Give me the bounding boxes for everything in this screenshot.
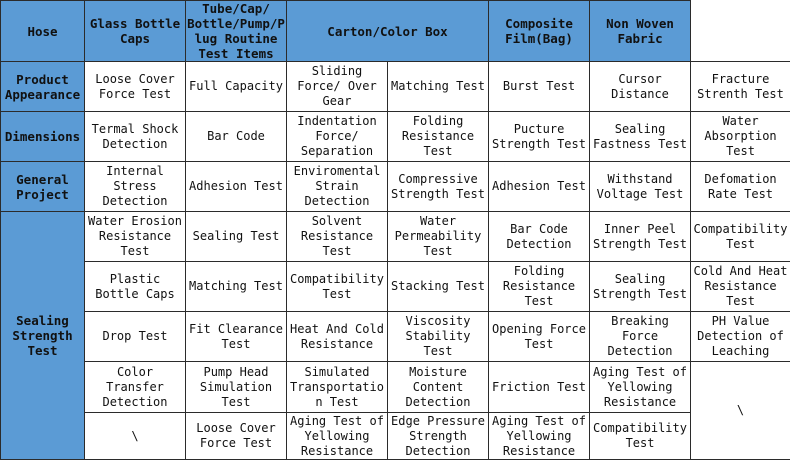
table-cell: Moisture Content Detection <box>388 362 489 413</box>
table-cell: Opening Force Test <box>489 312 590 362</box>
table-row <box>1 262 790 312</box>
header-composite-film: Composite Film(Bag) <box>489 1 590 62</box>
table-cell: \ <box>691 362 790 460</box>
table-cell: Aging Test of Yellowing Resistance <box>489 413 590 460</box>
table-cell: Loose Cover Force Test <box>85 62 186 112</box>
table-cell: Stacking Test <box>388 262 489 312</box>
table-cell: Withstand Voltage Test <box>590 162 691 212</box>
table-cell: Drop Test <box>85 312 186 362</box>
table-cell: Friction Test <box>489 362 590 413</box>
table-cell: Aging Test of Yellowing Resistance <box>590 362 691 413</box>
table-cell: Internal Stress Detection <box>85 162 186 212</box>
table-cell: Inner Peel Strength Test <box>590 212 691 262</box>
table-cell: Pucture Strength Test <box>489 112 590 162</box>
table-cell: Matching Test <box>186 262 287 312</box>
table-row <box>1 62 790 112</box>
row-group-dimensions: Dimensions <box>1 112 85 162</box>
table-cell: Loose Cover Force Test <box>186 413 287 460</box>
table-cell: Viscosity Stability Test <box>388 312 489 362</box>
table-cell: Simulated Transportation Test <box>287 362 388 413</box>
table-cell: Compatibility Test <box>287 262 388 312</box>
table-cell: Plastic Bottle Caps <box>85 262 186 312</box>
table-cell: PH Value Detection of Leaching <box>691 312 790 362</box>
header-glass-bottle-caps: Glass Bottle Caps <box>85 1 186 62</box>
table-cell: Adhesion Test <box>489 162 590 212</box>
table-cell: Sealing Strength Test <box>590 262 691 312</box>
table-cell: Cold And Heat Resistance Test <box>691 262 790 312</box>
table-cell: Matching Test <box>388 62 489 112</box>
table-row <box>1 212 790 262</box>
table-cell: Bar Code <box>186 112 287 162</box>
table-cell: Aging Test of Yellowing Resistance <box>287 413 388 460</box>
table-row <box>1 413 790 460</box>
table-cell: Adhesion Test <box>186 162 287 212</box>
table-row <box>1 362 790 413</box>
header-carton-color-box: Carton/Color Box <box>287 1 489 62</box>
table-row <box>1 312 790 362</box>
table-row <box>1 112 790 162</box>
table-cell: Sliding Force/ Over Gear <box>287 62 388 112</box>
row-group-general-project: General Project <box>1 162 85 212</box>
table-cell: Water Absorption Test <box>691 112 790 162</box>
table-cell: Sealing Test <box>186 212 287 262</box>
table-cell: Color Transfer Detection <box>85 362 186 413</box>
table-cell: Folding Resistance Test <box>489 262 590 312</box>
row-group-product-appearance: Product Appearance <box>1 62 85 112</box>
table-cell: Full Capacity <box>186 62 287 112</box>
table-cell: Pump Head Simulation Test <box>186 362 287 413</box>
table-cell: Solvent Resistance Test <box>287 212 388 262</box>
header-row <box>1 1 790 62</box>
table-cell: Heat And Cold Resistance <box>287 312 388 362</box>
table-cell: Fracture Strenth Test <box>691 62 790 112</box>
table-cell: Termal Shock Detection <box>85 112 186 162</box>
table-cell: Compressive Strength Test <box>388 162 489 212</box>
table-cell: Fit Clearance Test <box>186 312 287 362</box>
table-cell: Compatibility Test <box>590 413 691 460</box>
table-cell: \ <box>85 413 186 460</box>
table-cell: Water Permeability Test <box>388 212 489 262</box>
table-cell: Indentation Force/ Separation <box>287 112 388 162</box>
row-group-sealing-strength-test: Sealing Strength Test <box>1 212 85 460</box>
table-cell: Enviromental Strain Detection <box>287 162 388 212</box>
table-cell: Sealing Fastness Test <box>590 112 691 162</box>
header-hose: Hose <box>1 1 85 62</box>
table-cell: Breaking Force Detection <box>590 312 691 362</box>
table-cell: Compatibility Test <box>691 212 790 262</box>
table-cell: Water Erosion Resistance Test <box>85 212 186 262</box>
header-tube-cap-bottle: Tube/Cap/ Bottle/Pump/Plug Routine Test Items <box>186 1 287 62</box>
header-non-woven-fabric: Non Woven Fabric <box>590 1 691 62</box>
table-row <box>1 162 790 212</box>
table-cell: Bar Code Detection <box>489 212 590 262</box>
table-cell: Defomation Rate Test <box>691 162 790 212</box>
table-cell: Burst Test <box>489 62 590 112</box>
table-cell: Folding Resistance Test <box>388 112 489 162</box>
table-cell: Cursor Distance <box>590 62 691 112</box>
table-cell: Edge Pressure Strength Detection <box>388 413 489 460</box>
